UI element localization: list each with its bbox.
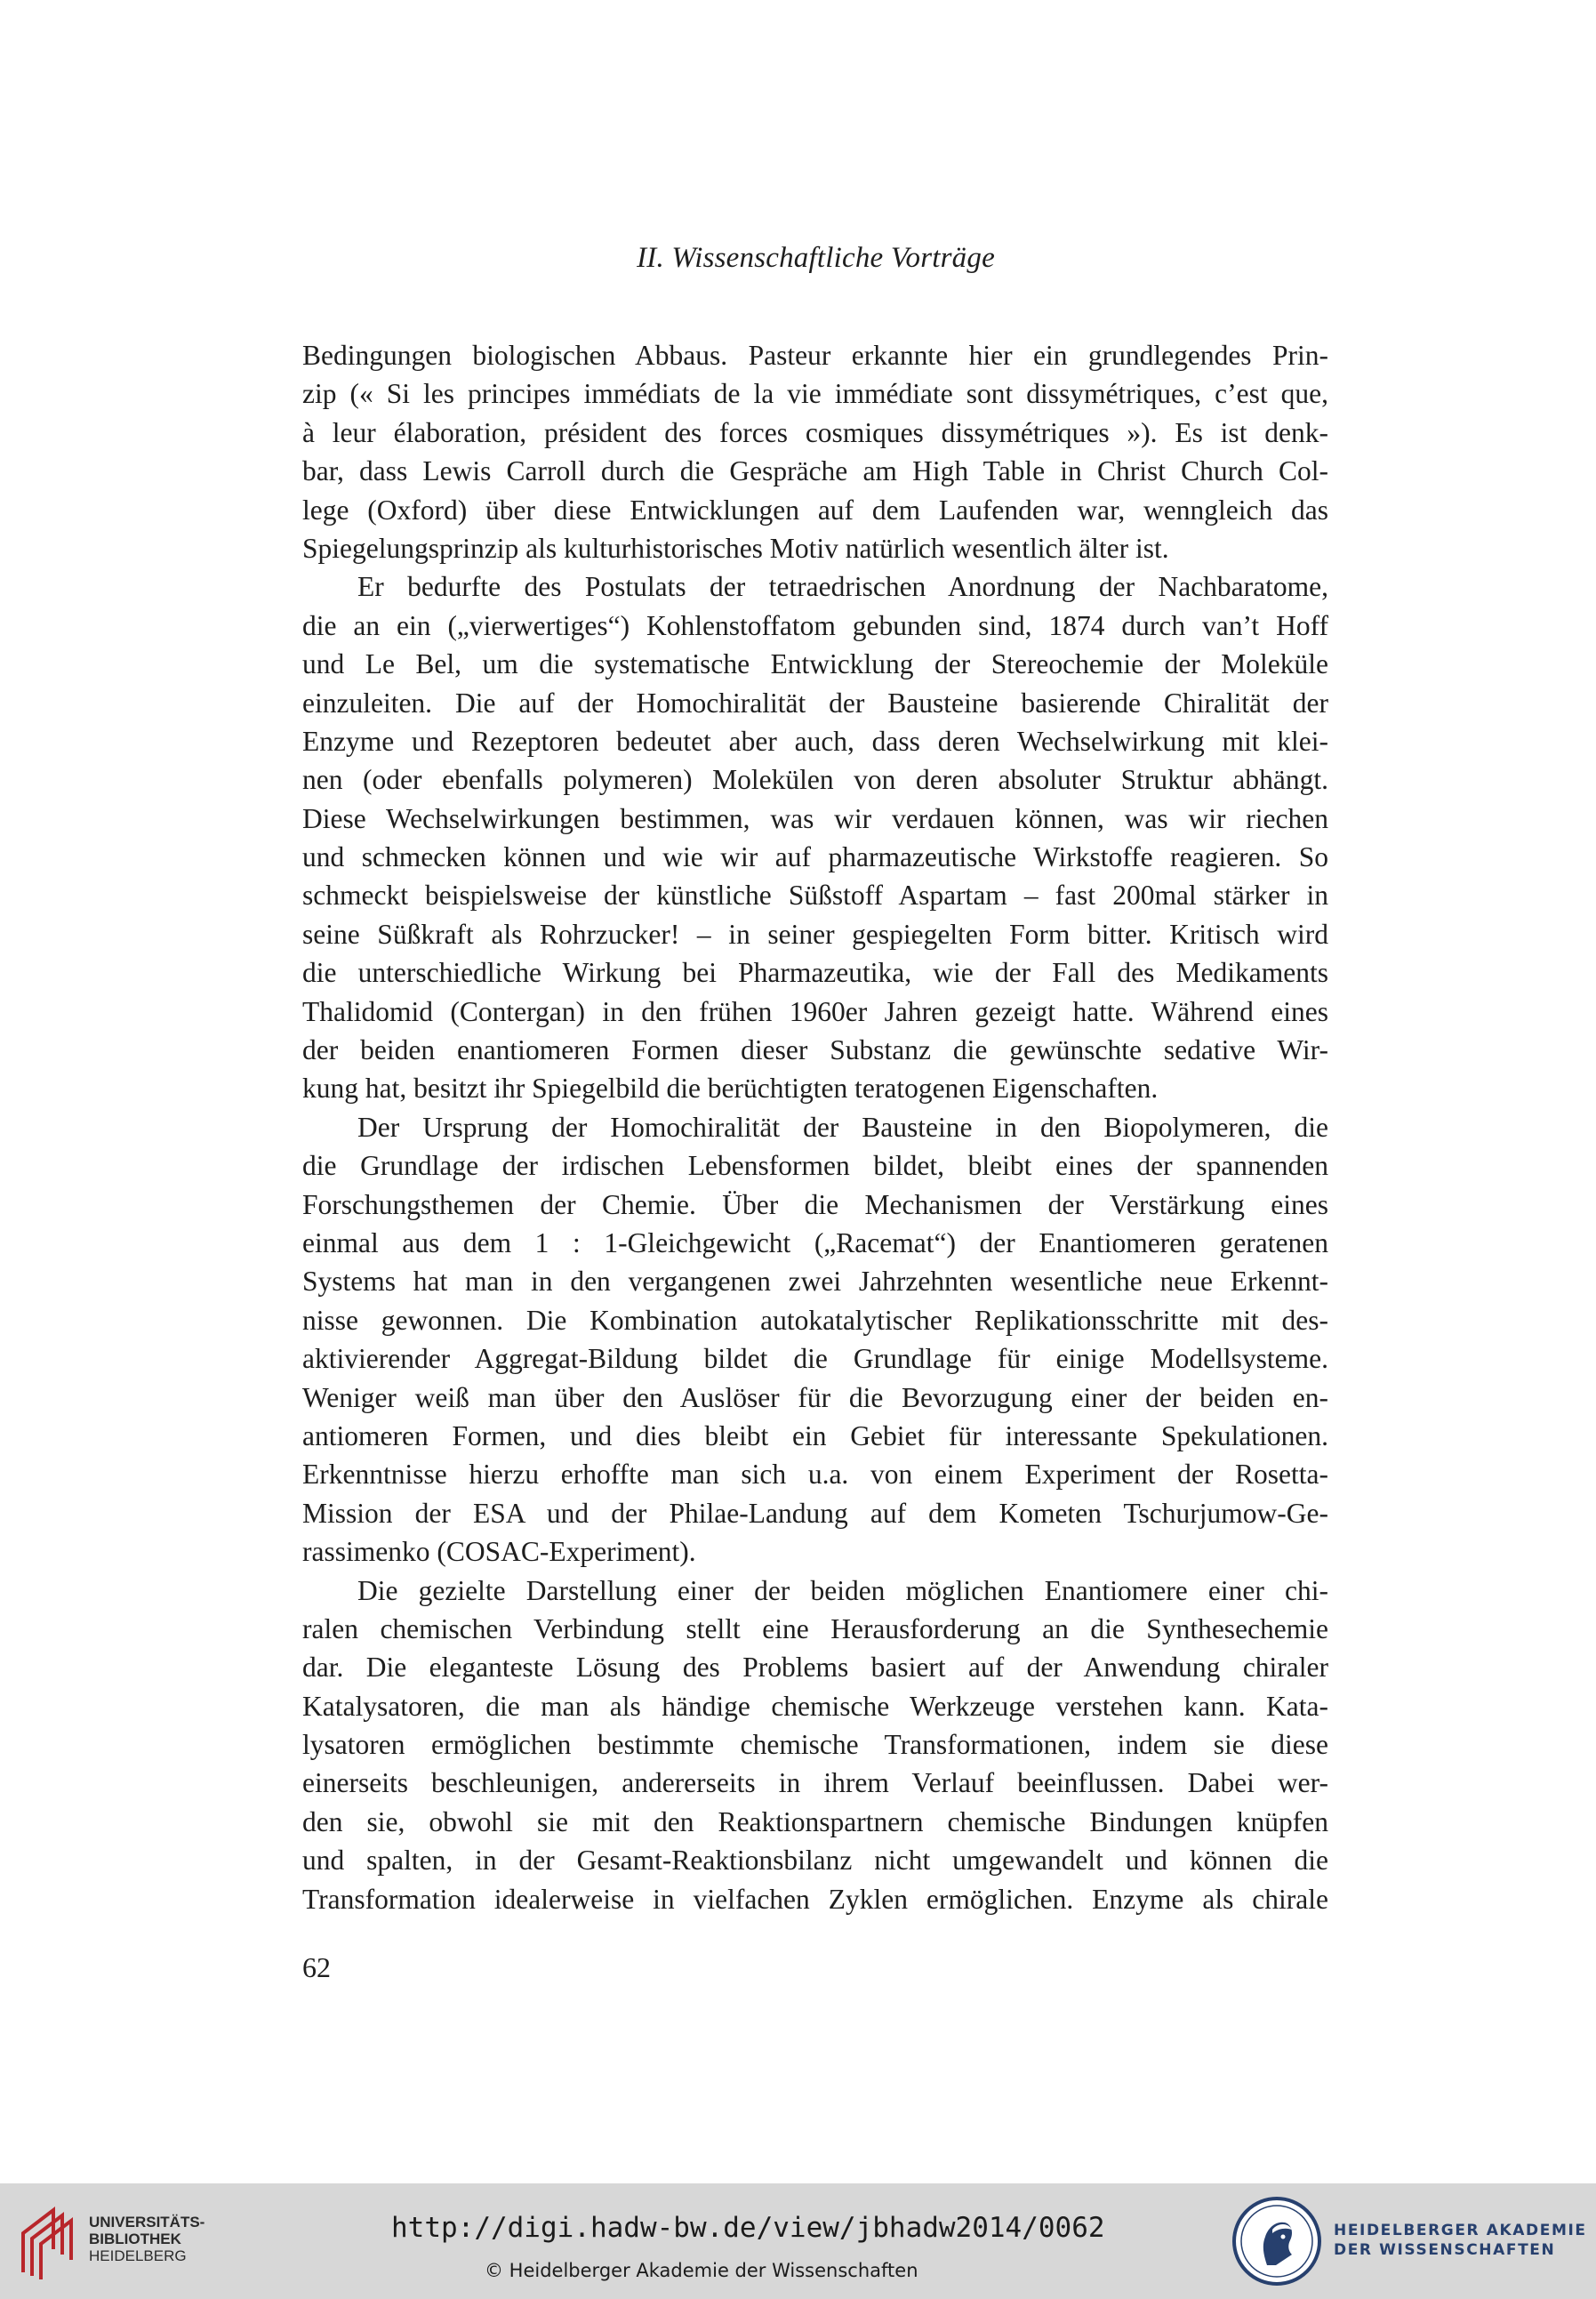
- text-line: Die gezielte Darstellung einer der beiden möglichen Enantiomere einer chi-: [357, 1574, 1328, 1606]
- library-name-line2: BIBLIOTHEK: [89, 2231, 181, 2247]
- text-line: Weniger weiß man über den Auslöser für die Bevorzugung einer der beiden en-: [302, 1381, 1328, 1413]
- permalink-url[interactable]: http://digi.hadw-bw.de/view/jbhadw2014/0062: [391, 2212, 1105, 2244]
- text-line: Forschungsthemen der Chemie. Über die Mechanismen der Verstärkung eines: [302, 1188, 1328, 1220]
- paragraph: [302, 567, 1328, 1107]
- text-line: die an ein („vierwertiges“) Kohlenstoffatom gebunden sind, 1874 durch van’t Hoff: [302, 609, 1328, 641]
- text-line: zip (« Si les principes immédiats de la vie immédiate sont dissymétriques, c’est que,: [302, 378, 1328, 410]
- text-line: einerseits beschleunigen, andererseits in ihrem Verlauf beeinflussen. Dabei wer-: [302, 1767, 1328, 1799]
- text-line: Systems hat man in den vergangenen zwei Jahrzehnten wesentliche neue Erkennt-: [302, 1266, 1328, 1298]
- text-line: rassimenko (COSAC-Experiment).: [302, 1536, 696, 1568]
- academy-seal-icon: [1231, 2196, 1322, 2287]
- text-line: Diese Wechselwirkungen bestimmen, was wir verdauen können, was wir riechen: [302, 802, 1328, 834]
- body-text: [302, 336, 1328, 1918]
- text-line: und Le Bel, um die systematische Entwicklung der Stereochemie der Moleküle: [302, 648, 1328, 680]
- paragraph: [302, 1108, 1328, 1572]
- copyright-notice: © Heidelberger Akademie der Wissenschaften: [485, 2260, 918, 2281]
- text-line: dar. Die eleganteste Lösung des Problems basiert auf der Anwendung chiraler: [302, 1652, 1328, 1684]
- text-line: Spiegelungsprinzip als kulturhistorisches Motiv natürlich wesentlich älter ist.: [302, 532, 1169, 564]
- paragraph: [302, 1572, 1328, 1919]
- text-line: Er bedurfte des Postulats der tetraedrischen Anordnung der Nachbaratome,: [357, 571, 1328, 603]
- text-line: und schmecken können und wie wir auf pharmazeutische Wirkstoffe reagieren. So: [302, 841, 1328, 873]
- text-line: Katalysatoren, die man als händige chemische Werkzeuge verstehen kann. Kata-: [302, 1690, 1328, 1722]
- text-line: kung hat, besitzt ihr Spiegelbild die berüchtigten teratogenen Eigenschaften.: [302, 1073, 1159, 1105]
- library-name-line1: UNIVERSITÄTS-: [89, 2214, 205, 2231]
- text-line: Mission der ESA und der Philae-Landung auf dem Kometen Tschurjumow-Ge-: [302, 1497, 1328, 1529]
- text-line: lege (Oxford) über diese Entwicklungen auf dem Laufenden war, wenngleich das: [302, 494, 1328, 526]
- text-line: und spalten, in der Gesamt-Reaktionsbilanz nicht umgewandelt und können die: [302, 1845, 1328, 1877]
- text-line: lysatoren ermöglichen bestimmte chemische Transformationen, indem sie diese: [302, 1729, 1328, 1761]
- text-line: Thalidomid (Contergan) in den frühen 1960er Jahren gezeigt hatte. Während eines: [302, 995, 1328, 1027]
- text-line: der beiden enantiomeren Formen dieser Substanz die gewünschte sedative Wir-: [302, 1034, 1328, 1066]
- text-line: bar, dass Lewis Carroll durch die Gespräche am High Table in Christ Church Col-: [302, 455, 1328, 487]
- running-head-title: II. Wissenschaftliche Vorträge: [637, 242, 995, 274]
- academy-name-line1: HEIDELBERGER AKADEMIE: [1334, 2222, 1587, 2239]
- text-line: Der Ursprung der Homochiralität der Bausteine in den Biopolymeren, die: [357, 1111, 1328, 1143]
- text-line: ralen chemischen Verbindung stellt eine Herausforderung an die Synthesechemie: [302, 1612, 1328, 1644]
- text-line: Erkenntnisse hierzu erhoffte man sich u.a. von einem Experiment der Rosetta-: [302, 1459, 1328, 1491]
- text-line: die unterschiedliche Wirkung bei Pharmazeutika, wie der Fall des Medikaments: [302, 957, 1328, 989]
- text-line: seine Süßkraft als Rohrzucker! – in seiner gespiegelten Form bitter. Kritisch wird: [302, 918, 1328, 950]
- text-line: Enzyme und Rezeptoren bedeutet aber auch, dass deren Wechselwirkung mit klei-: [302, 725, 1328, 757]
- library-name: [89, 2214, 205, 2264]
- text-line: die Grundlage der irdischen Lebensformen bildet, bleibt eines der spannenden: [302, 1150, 1328, 1182]
- library-name-line3: HEIDELBERG: [89, 2247, 187, 2264]
- text-line: einzuleiten. Die auf der Homochiralität der Bausteine basierende Chiralität der: [302, 687, 1328, 719]
- text-line: einmal aus dem 1 : 1-Gleichgewicht („Racemat“) der Enantiomeren geratenen: [302, 1226, 1328, 1258]
- text-line: antiomeren Formen, und dies bleibt ein Gebiet für interessante Spekulationen.: [302, 1419, 1328, 1451]
- text-line: nisse gewonnen. Die Kombination autokatalytischer Replikationsschritte mit des-: [302, 1304, 1328, 1336]
- text-line: à leur élaboration, président des forces cosmiques dissymétriques »). Es ist denk-: [302, 416, 1328, 448]
- text-line: nen (oder ebenfalls polymeren) Molekülen von deren absoluter Struktur abhängt.: [302, 764, 1328, 796]
- university-library-logo-icon: [16, 2199, 78, 2279]
- text-line: Transformation idealerweise in vielfachen Zyklen ermöglichen. Enzyme als chirale: [302, 1883, 1328, 1915]
- paragraph: [302, 336, 1328, 567]
- text-line: den sie, obwohl sie mit den Reaktionspartnern chemische Bindungen knüpfen: [302, 1805, 1328, 1837]
- text-line: Bedingungen biologischen Abbaus. Pasteur erkannte hier ein grundlegendes Prin-: [302, 340, 1328, 371]
- academy-name-line2: DER WISSENSCHAFTEN: [1334, 2241, 1556, 2259]
- academy-name: [1334, 2221, 1587, 2260]
- page-number: 62: [302, 1951, 331, 1983]
- text-line: aktivierender Aggregat-Bildung bildet die Grundlage für einige Modellsysteme.: [302, 1343, 1328, 1375]
- footer-bar: [0, 2183, 1596, 2299]
- text-line: schmeckt beispielsweise der künstliche Süßstoff Aspartam – fast 200mal stärker in: [302, 880, 1328, 912]
